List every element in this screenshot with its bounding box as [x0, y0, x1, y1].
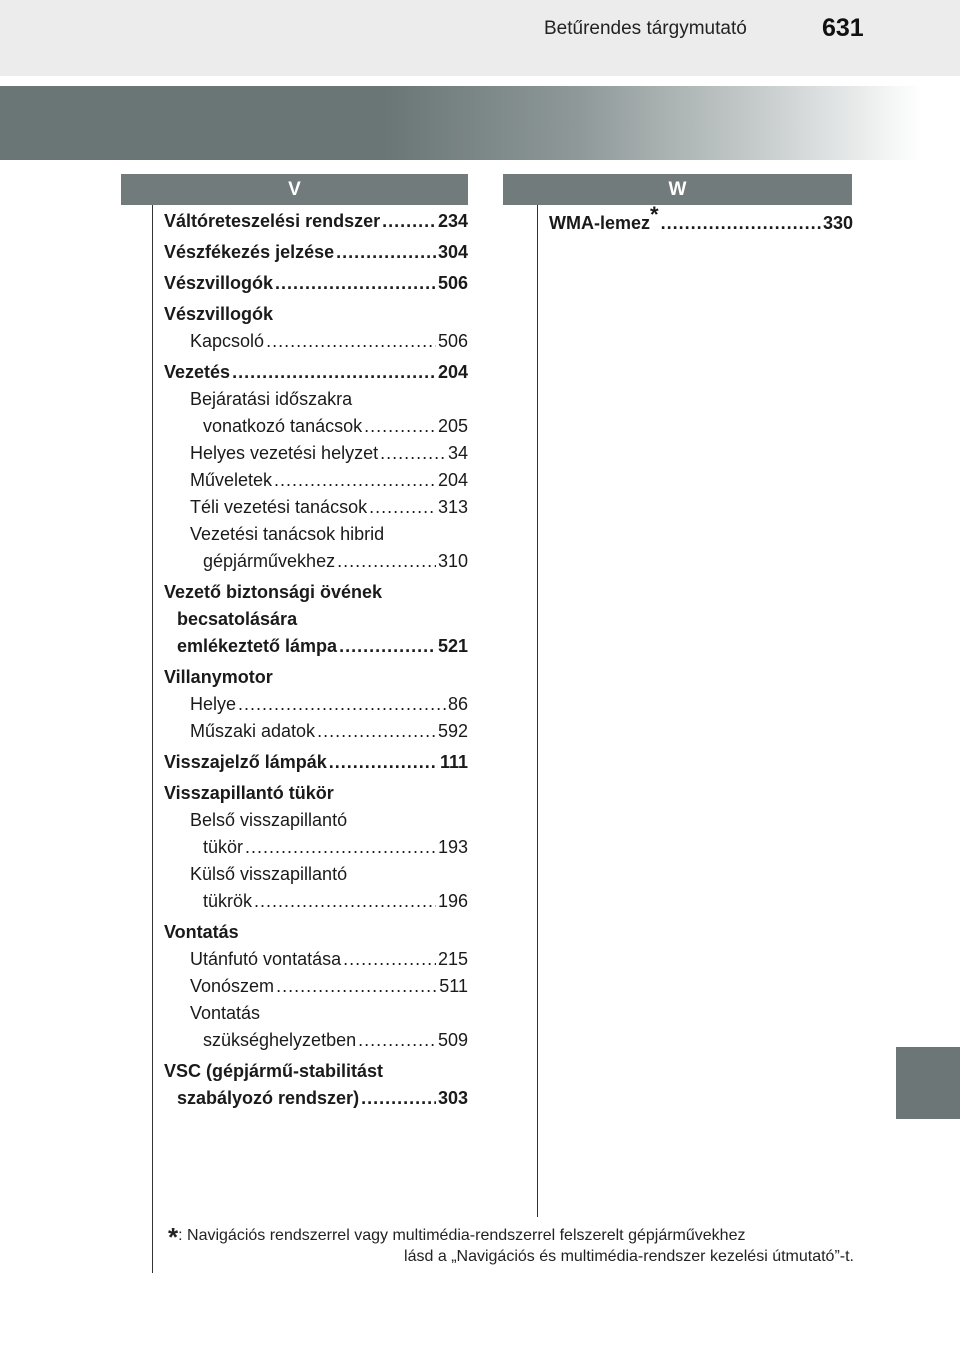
page-ref: 303: [437, 1088, 468, 1108]
sub-entry-label: Helye: [190, 694, 237, 714]
index-entry: [549, 202, 853, 235]
index-entry: [164, 749, 468, 776]
index-entry: [164, 664, 468, 745]
sub-entry-label: Utánfutó vontatása: [190, 949, 342, 969]
index-entry: [164, 208, 468, 235]
page-ref: 511: [439, 976, 468, 996]
sub-entry-label: Külső visszapillantó: [190, 864, 348, 884]
entry-label: becsatolására: [177, 609, 298, 629]
column-rule-left: [152, 205, 153, 1273]
footnote: [168, 1218, 854, 1270]
page-ref: 196: [437, 891, 468, 911]
sub-entry-label: Téli vezetési tanácsok: [190, 497, 368, 517]
index-entry: [164, 1058, 468, 1112]
page-ref: 34: [447, 443, 468, 463]
page-number: 631: [822, 14, 864, 42]
page-ref: 193: [437, 837, 468, 857]
sub-entry-label: Belső visszapillantó: [190, 810, 348, 830]
entry-label: Vészfékezés jelzése: [164, 242, 335, 262]
footnote-text: : Navigációs rendszerrel vagy multimédia-rendszerrel felszerelt gépjárművekhez: [178, 1227, 746, 1244]
section-side-tab: [896, 1047, 960, 1119]
page-ref: 592: [437, 721, 468, 741]
page-ref: 304: [437, 242, 468, 262]
page-header-strip: [0, 0, 960, 76]
index-entry: [164, 270, 468, 297]
page-ref: 521: [437, 636, 468, 656]
page-ref: 509: [437, 1030, 468, 1050]
sub-entry-label: Bejáratási időszakra: [190, 389, 353, 409]
index-entry: [164, 780, 468, 915]
index-entry: [164, 359, 468, 575]
sub-entry-label: Műszaki adatok: [190, 721, 316, 741]
sub-entry-label: tükrök: [203, 891, 253, 911]
entry-label: Vészvillogók: [164, 304, 274, 324]
sub-entry-label: Műveletek: [190, 470, 273, 490]
page-header-title: Betűrendes tárgymutató: [544, 18, 747, 39]
index-column-v: [164, 205, 468, 1112]
index-entry: [164, 579, 468, 660]
page-ref: 205: [437, 416, 468, 436]
sub-entry-label: Vonószem: [190, 976, 275, 996]
sub-entry-label: szükséghelyzetben: [203, 1030, 357, 1050]
page-ref: 506: [437, 273, 468, 293]
sub-entry-label: Vontatás: [190, 1003, 261, 1023]
page-ref: 234: [437, 211, 468, 231]
entry-label: VSC (gépjármű-stabilitást: [164, 1061, 384, 1081]
entry-label: WMA-lemez: [549, 213, 651, 233]
page-ref: 313: [437, 497, 468, 517]
index-entry: [164, 301, 468, 355]
sub-entry-label: Helyes vezetési helyzet: [190, 443, 379, 463]
section-header-w: W: [503, 174, 852, 205]
entry-label: emlékeztető lámpa: [177, 636, 338, 656]
page-ref: 506: [437, 331, 468, 351]
sub-entry-label: Vezetési tanácsok hibrid: [190, 524, 385, 544]
entry-label: Vészvillogók: [164, 273, 274, 293]
page-ref: 330: [822, 213, 853, 233]
page-ref: 215: [437, 949, 468, 969]
sub-entry-label: Kapcsoló: [190, 331, 265, 351]
column-rule-middle: [537, 205, 538, 1217]
footnote-text: lásd a „Navigációs és multimédia-rendszer kezelési útmutató”-t.: [404, 1248, 854, 1265]
entry-label: Villanymotor: [164, 667, 273, 687]
index-column-w: [549, 202, 853, 235]
index-entry: [164, 919, 468, 1054]
entry-label: Vezető biztonsági övének: [164, 582, 383, 602]
footnote-marker: *: [168, 1222, 179, 1252]
entry-label: Vezetés: [164, 362, 231, 382]
sub-entry-label: tükör: [203, 837, 244, 857]
page-ref: 204: [437, 362, 468, 382]
footnote-marker: *: [650, 202, 659, 227]
section-header-v: V: [121, 174, 468, 205]
header-banner: [0, 86, 960, 160]
page-ref: 204: [437, 470, 468, 490]
entry-label: Visszapillantó tükör: [164, 783, 334, 803]
sub-entry-label: vonatkozó tanácsok: [203, 416, 363, 436]
page-ref: 111: [439, 752, 468, 772]
entry-label: Visszajelző lámpák: [164, 752, 327, 772]
entry-label: Vontatás: [164, 922, 239, 942]
page-ref: 86: [447, 694, 468, 714]
entry-label: szabályozó rendszer): [177, 1088, 360, 1108]
sub-entry-label: gépjárművekhez: [203, 551, 336, 571]
entry-label: Váltóreteszelési rendszer: [164, 211, 381, 231]
page-ref: 310: [437, 551, 468, 571]
index-entry: [164, 239, 468, 266]
